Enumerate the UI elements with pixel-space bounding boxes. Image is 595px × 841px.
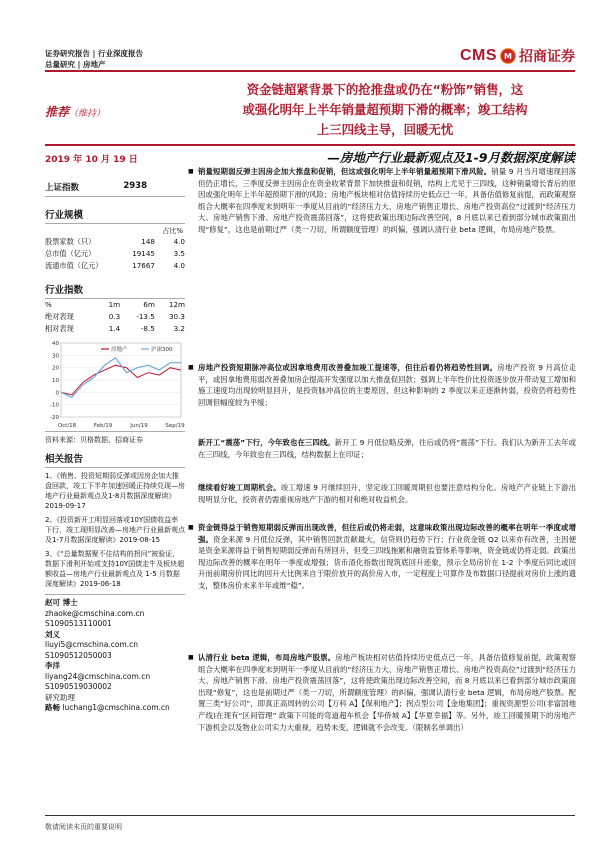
- body-section-3: [198, 437, 576, 460]
- report-category-header: [45, 48, 143, 70]
- x-tick-label: Sep/19: [165, 423, 185, 429]
- scale-label: 流通市值（亿元）: [45, 261, 103, 270]
- paragraph-text: 房地产投资 9 月高位走平，或因拿地费用弱改善叠加房企提高开发强度以加大推盘促回款；强调上半年性价比投资逐步放开带动复工增加和施工速度均出现较明显回升，是投资脉冲高位的主要原因，但这种影响的 2 季度以来正逐渐转弱，投资仍将趋势性回调但幅度较为平缓；: [198, 363, 576, 407]
- cell: 0.3: [108, 312, 121, 321]
- bullet-icon: ■: [188, 654, 194, 661]
- assistant-email[interactable]: luchang1@cmschina.com.cn: [62, 703, 170, 712]
- paragraph-text: 新开工 9 月低位略反弹，往后或仍将“震荡”下行。我们认为新开工去年或在三四线，今年致也在三四线，结构数据上在印证；: [198, 438, 577, 459]
- col-header: %: [45, 300, 52, 309]
- index-name: 上证指数: [45, 183, 80, 193]
- y-tick-label: 10: [52, 378, 59, 384]
- chart-source: 资料来源：贝格数据、招商证券: [45, 436, 143, 444]
- scale-value: 19145: [132, 249, 155, 258]
- cms-logo-icon: M: [500, 48, 516, 64]
- scale-pct: 4.0: [173, 237, 185, 246]
- body-section-4: [198, 482, 576, 505]
- legend-label: 沪深300: [151, 347, 173, 353]
- legend-label: 房地产: [111, 347, 128, 353]
- title-line-2: 或强化明年上半年销量超预期下滑的概率；竣工结构: [242, 102, 528, 117]
- analyst-email[interactable]: liyang24@cmschina.com.cn: [45, 671, 151, 681]
- index-value: 2938: [123, 181, 147, 191]
- related-reports-title: 相关报告: [45, 454, 84, 465]
- y-tick-label: 20: [52, 365, 59, 372]
- analyst-id: S1090519030002: [45, 682, 112, 691]
- rating-sub: （维持）: [69, 109, 106, 119]
- cms-logo: [460, 46, 575, 66]
- assistant-name: 路畅: [45, 703, 60, 712]
- cell: 1.4: [108, 324, 121, 333]
- paragraph-heading: 销量短期弱反弹主因房企加大推盘和促销，但这或强化明年上半年销量超预期下滑风险。: [198, 167, 492, 176]
- title-divider: [45, 144, 575, 146]
- analyst-name: 李洋: [45, 661, 60, 670]
- cell: -8.5: [140, 324, 155, 333]
- table-row: [45, 248, 185, 260]
- scale-pct: 4.0: [173, 261, 185, 270]
- bullet-icon: ■: [188, 168, 194, 175]
- cell: 30.3: [168, 312, 185, 321]
- scale-label: 总市值（亿元）: [45, 249, 96, 258]
- row-label: 绝对表现: [45, 312, 74, 321]
- analysts: [45, 598, 185, 714]
- scale-label: 股票家数（只）: [45, 237, 96, 246]
- bullet-icon: ■: [188, 364, 194, 371]
- industry-scale-table: [45, 236, 185, 272]
- analyst-email[interactable]: zhaoke@cmschina.com.cn: [45, 608, 145, 618]
- list-item[interactable]: 2、《投资新开工明显回落或10Y国债收益率下行，竣工现明显改善—房地产行业最新观点及1-7月数据深度解读》2019-08-15: [45, 516, 185, 544]
- list-item[interactable]: 1、《销售、投资短期弱反弹或因房企加大推盘回款，竣工下半年加速回暖正持续兑现—房地产行业最新观点及1-8月数据深度解读》2019-09-17: [45, 472, 185, 510]
- analyst-email[interactable]: liuyi5@cmschina.com.cn: [45, 640, 139, 649]
- industry-scale-title: 行业规模: [45, 210, 84, 221]
- cell: -13.5: [136, 312, 155, 321]
- body-section-2: [188, 362, 576, 408]
- scale-value: 17667: [132, 261, 155, 270]
- report-category: 证券研究报告 | 行业深度报告: [45, 49, 143, 58]
- body-section-1: [188, 166, 576, 236]
- report-date: 2019 年 10 月 19 日: [45, 155, 138, 165]
- analyst-id: S1090512050003: [45, 650, 112, 660]
- related-reports-list: [45, 471, 185, 589]
- table-row: [45, 260, 185, 272]
- y-tick-label: -20: [50, 415, 59, 421]
- col-header: 6m: [143, 300, 155, 309]
- y-tick-label: 0: [55, 390, 59, 397]
- research-category: 总量研究 | 房地产: [45, 60, 106, 69]
- scale-pct: 3.5: [173, 249, 185, 258]
- analyst-name: 刘义: [45, 629, 60, 639]
- y-tick-label: 40: [52, 341, 59, 347]
- footer-note: 敬请阅读末页的重要说明: [45, 823, 122, 831]
- industry-index-title: 行业指数: [45, 285, 84, 296]
- paragraph-heading: 资金链得益于销售短期弱反弹而出现改善，但往后或仍将走弱，这意味政策出现边际改善的概率在明年一季度或增强。: [198, 523, 576, 544]
- assistant-title: 研究助理: [45, 692, 75, 702]
- body-section-5: [188, 522, 576, 592]
- performance-chart: [45, 339, 185, 429]
- bullet-icon: ■: [188, 524, 194, 531]
- list-item[interactable]: 3、《“总量数据聚不住结构的拐问”被验证，数据下滑利开始或支持10Y国债走牛及板块超额收益—房地产行业最新观点及 1-5 月数据深度解读》2019-06-18: [45, 550, 185, 588]
- industry-index-table: [45, 299, 185, 335]
- rating-label: 推荐: [45, 105, 70, 119]
- top-divider: [45, 70, 575, 72]
- cell: 3.2: [173, 324, 185, 333]
- x-tick-label: Oct/18: [57, 423, 77, 429]
- index-summary: [45, 181, 185, 197]
- paragraph-heading: 新开工“震荡”下行，今年致也在三四线。: [198, 438, 335, 447]
- title-line-1: 资金链超紧背景下的抢推盘或仍在“粉饰”销售，这: [246, 82, 524, 97]
- sidebar: [45, 181, 185, 714]
- body-section-6: [188, 652, 576, 733]
- row-label: 相对表现: [45, 324, 74, 333]
- title-line-3: 上三四线主导，回暖无忧: [316, 122, 454, 137]
- table-row: [45, 236, 185, 248]
- table-header-row: [45, 299, 185, 311]
- table-row: [45, 311, 185, 323]
- y-tick-label: -10: [50, 402, 59, 409]
- x-tick-label: Jun/19: [130, 423, 148, 429]
- table-row: [45, 323, 185, 335]
- x-tick-label: Feb/19: [93, 423, 113, 429]
- paragraph-text: 竣工增速 9 月继续回升，坚定竣工回暖周期但也要注意结构分化。房地产产业链上下游出现明显分化，投资者仍需重视房地产下游的相对和绝对收益机会。: [198, 483, 576, 504]
- paragraph-text: 销量 9 月当月增速现回落但仍正增长，三季度反弹主因房企在资金收紧背景下加快推盘和促销，结构上尤见于三四线，这种销量增长背后的原因或强化明年上半年超预期下滑的风险；房地产板块相对估值持续历史低点已一年，具备估值修复前提，而政策观察组合大概率在四季度末到明年一季度从目前的“经济压力大、房地产销售正增长、房地产投资高位”过渡到“经济压力大、房地产销售下滑、房地产投资震荡回落”，这将使政策出现边际改善空间，8 月底以来已看到部分城市政策面出现“修复”，这也是前期过严（类一刀切，所谓额度管理）的纠偏，强调认清行业 beta 逻辑，布局房地产股票。: [198, 167, 576, 234]
- paragraph-text: 资金来源 9 月低位反弹，其中销售回款贡献最大，信贷则仍趋势下行；行业资金链 Q2 以来亦有改善，主因便是资金来源得益于销售短期弱反弹而有所回升，但受三四线拖累和融资监管体系等影响，资金链或仍将走弱。政策出现边际改善的概率在明年一季度或增强；货币渣化指数出现筑底回升迹象，预示全局房价在 1-2 个季度后同比或回升而前期房价同比的回升大比例来自于限价放开的高价房入市，一定程度上可算作及布数据口径提前对房价上涨的遗支，整体房价未来半年或维“稳”。: [198, 534, 576, 590]
- report-title: [200, 80, 570, 140]
- analyst-name: 赵可 博士: [45, 598, 78, 607]
- col-header: 1m: [108, 300, 121, 309]
- paragraph-text: 房地产板块相对估值持续历史低点已一年，具备估值修复前提，政策观察组合大概率在四季度末到明年一季度从目前的“经济压力大、房地产销售正增长、房地产投资高位”过渡到“经济压力大、房地产销售下滑、房地产投资震荡回落”，这将使政策出现边际改善空间，而 8 月底以来已看到部分城市政策面出现“修复”，这也是前期过严（类一刀切，所谓额度管理）的纠偏，强调认清行业 beta 逻辑，布局房地产股票。配置三类“好公司”，即真正高周转的公司【万科 A】【保利地产】；拐点型公司【金地集团】；重视资源型公司(非富国地产线)在现有“区间管理” 政策下可能的弯道超车机会【华侨城 A】【华夏幸福】等。另外，竣工回暖预期下的房地产下游机会以及物业公司实力大重视，趋势未变，逻辑就不会改变。（限制名单调出）: [198, 653, 576, 732]
- cms-logo-text: CMS: [459, 47, 497, 64]
- report-subtitle: —房地产行业最新观点及1-9月数据深度解读: [327, 150, 575, 165]
- paragraph-heading: 房地产投资短期脉冲高位或因拿地费用改善叠加竣工提速等，但往后看仍将趋势性回调。: [198, 363, 498, 372]
- paragraph-heading: 认清行业 beta 逻辑，布局房地产股票。: [198, 653, 336, 662]
- cms-logo-name: 招商证券: [519, 49, 575, 65]
- footer-divider: [45, 815, 575, 816]
- col-header: 12m: [168, 300, 185, 309]
- rating: [45, 103, 105, 120]
- scale-value: 148: [141, 237, 155, 246]
- paragraph-heading: 继续看好竣工周期机会。: [198, 483, 281, 492]
- analyst-id: S1090513110001: [45, 619, 112, 628]
- scale-header: 占比%: [162, 227, 183, 235]
- series-line-hs300: [61, 358, 181, 398]
- y-tick-label: 30: [52, 353, 59, 360]
